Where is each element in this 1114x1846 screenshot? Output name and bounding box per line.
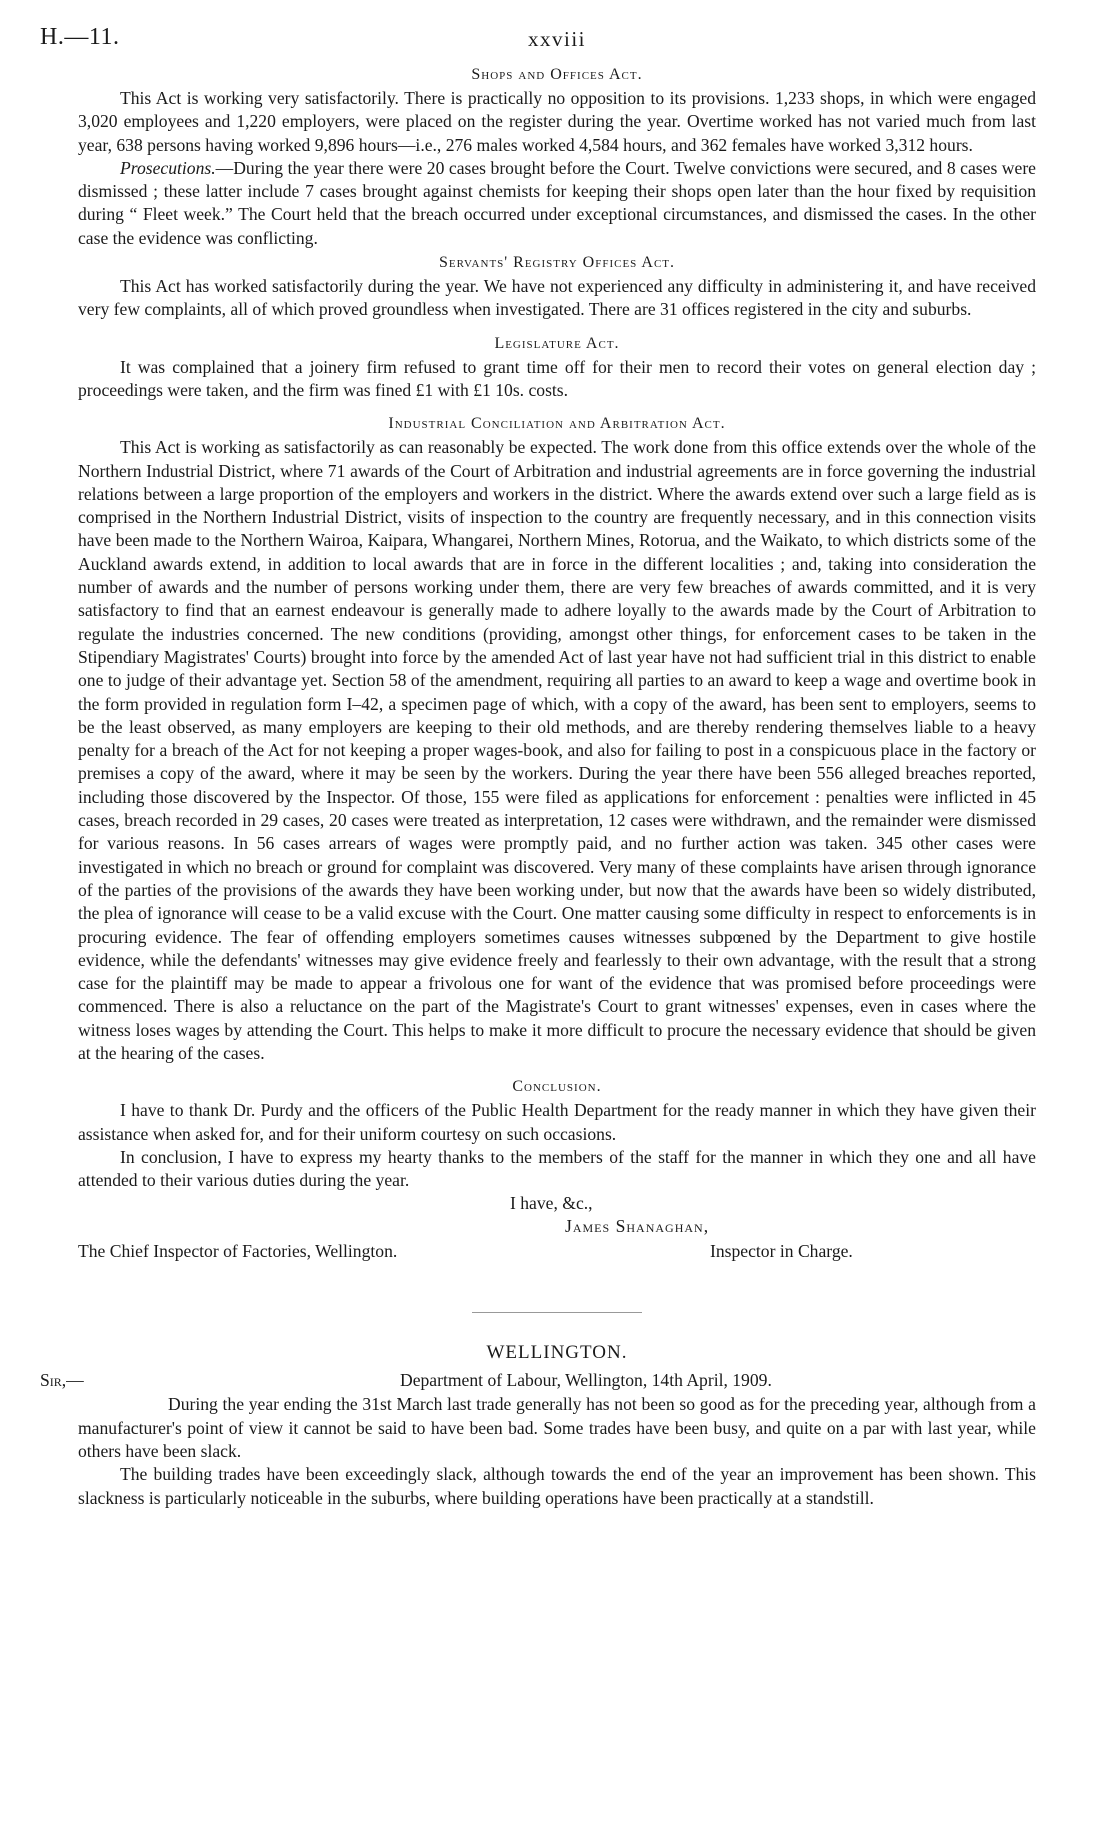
wellington-paragraph-2: The building trades have been exceedingly slack, although towards the end of the year an improvement has been shown. This slackness is particularly noticeable in the suburbs, where building operations have been practically at a standstill. — [78, 1464, 1036, 1508]
addressee: The Chief Inspector of Factories, Wellington. — [78, 1241, 398, 1262]
signatory-name: James Shanaghan, — [565, 1216, 710, 1237]
section-title-industrial: Industrial Conciliation and Arbitration Act. — [388, 415, 726, 433]
servants-registry-section — [78, 250, 1036, 322]
page-number: xxviii — [527, 27, 586, 51]
section-title-wellington: WELLINGTON. — [486, 1342, 628, 1364]
section-title-legislature: Legislature Act. — [494, 334, 620, 352]
prosecutions-label: Prosecutions. — [120, 157, 216, 178]
signatory-title: Inspector in Charge. — [710, 1241, 853, 1262]
shops-paragraph-prosecutions — [78, 157, 1036, 250]
parliamentary-paper-reference: H.—11. — [40, 24, 120, 50]
letter-heading — [40, 1367, 1036, 1393]
section-divider — [472, 1312, 642, 1313]
legislature-section — [78, 331, 1036, 403]
wellington-section — [40, 1339, 1036, 1509]
salutation: Sir,— — [40, 1370, 84, 1391]
conclusion-section — [78, 1074, 1036, 1282]
conclusion-paragraph-1: I have to thank Dr. Purdy and the officers of the Public Health Department for the ready manner in which they have given their assistance when asked for, and for their uniform courtesy on such occasions. — [78, 1100, 1036, 1144]
industrial-paragraph-1: This Act is working as satisfactorily as can reasonably be expected. The work done from this office extends over the whole of the Northern Industrial District, where 71 awards of the Court of Arbitration and industrial agreements are in force governing the industrial relations between a large proportion of the employers and workers in the district. Where the awards extend over such a large field as is comprised in the Northern Industrial District, visits of inspection to the country are frequently necessary, and in this connection visits have been made to the Northern Wairoa, Kaipara, Whangarei, Northern Mines, Rotorua, and the Waikato, to which districts some of the Auckland awards extend, in addition to local awards that are in force in the different localities ; and, taking into consideration the number of awards and the number of persons working under them, there are very few breaches of awards committed, and it is very satisfactory to find that an earnest endeavour is generally made to adhere loyally to the awards made by the Court of Arbitration to regulate the industries concerned. The new conditions (providing, amongst other things, for enforcement cases to be taken in the Stipendiary Magistrates' Courts) brought into force by the amended Act of last year have not had sufficient trial in this district to enable one to judge of their advantage yet. Section 58 of the amendment, requiring all parties to an award to keep a wage and overtime book in the form provided in regulation form I–42, a specimen page of which, with a copy of the award, has been sent to employers, seems to be the least observed, as many employers are keeping to their old methods, and are thereby rendering themselves liable to a heavy penalty for a breach of the Act for not keeping a proper wages-book, and also for failing to post in a conspicuous place in the factory or premises a copy of the award, where it may be seen by the workers. During the year there have been 556 alleged breaches reported, including those discovered by the Inspector. Of those, 155 were filed as applications for enforcement : penalties were inflicted in 45 cases, breach recorded in 29 cases, 20 cases were treated as interpretation, 12 cases were withdrawn, and the remainder were dismissed for various reasons. In 56 cases arrears of wages were promptly paid, and no further action was taken. 345 other cases were investigated in which no breach or ground for complaint was discovered. Very many of these complaints have arisen through ignorance of the parties of the provisions of the awards they have been working under, but now that the awards have been so widely distributed, the plea of ignorance will cease to be a valid excuse with the Court. One matter causing some difficulty in respect to enforcements is in procuring evidence. The fear of offending employers sometimes causes witnesses subpœned by the Department to give hostile evidence, while the defendants' witnesses may give evidence freely and fearlessly to their own advantage, with the result that a strong case for the plaintiff may be made to appear a frivolous one for want of the evidence that was promised before proceedings were commenced. There is also a reluctance on the part of the Magistrate's Court to grant witnesses' expenses, even in cases where the witness loses wages by attending the Court. This helps to make it more difficult to procure the necessary evidence that should be given at the hearing of the cases. — [78, 437, 1036, 1063]
legislature-paragraph-1: It was complained that a joinery firm refused to grant time off for their men to record their votes on general election day ; proceedings were taken, and the firm was fined £1 with £1 10s. costs. — [78, 356, 1036, 400]
shops-and-offices-section — [78, 62, 1036, 250]
prosecutions-text: —During the year there were 20 cases brought before the Court. Twelve convictions were secured, and 8 cases were dismissed ; these latter include 7 cases brought against chemists for keeping their shops open later than the hour fixed by requisition during “ Fleet week.” The Court held that the breach occurred under exceptional circumstances, and dismissed the cases. In the other case the evidence was conflicting. — [78, 157, 1036, 248]
section-title-servants: Servants' Registry Offices Act. — [438, 254, 676, 272]
industrial-conciliation-section — [78, 411, 1036, 1065]
conclusion-paragraph-2: In conclusion, I have to express my hearty thanks to the members of the staff for the manner in which they one and all have attended to their various duties during the year. — [78, 1146, 1036, 1191]
servants-paragraph-1: This Act has worked satisfactorily during the year. We have not experienced any difficulty in administering it, and have received very few complaints, all of which proved groundless when investigated. There are 31 offices registered in the city and suburbs. — [78, 276, 1036, 320]
page-header — [40, 22, 1036, 62]
section-title-conclusion: Conclusion. — [512, 1078, 602, 1096]
closing-line: I have, &c., — [510, 1193, 593, 1214]
dateline: Department of Labour, Wellington, 14th April, 1909. — [400, 1370, 772, 1391]
section-title-shops: Shops and Offices Act. — [471, 66, 643, 83]
shops-paragraph-1: This Act is working very satisfactorily. There is practically no opposition to its provisions. 1,233 shops, in which were engaged 3,020 employees and 1,220 employers, were placed on the register during the year. Overtime worked has not varied much from last year, 638 persons having worked 9,896 hours—i.e., 276 males worked 4,584 hours, and 362 females have worked 3,312 hours. — [78, 88, 1036, 155]
wellington-paragraph-1: During the year ending the 31st March last trade generally has not been so good as for the preceding year, although from a manufacturer's point of view it cannot be said to have been bad. Some trades have been busy, and quite on a par with last year, while others have been slack. — [78, 1394, 1036, 1462]
signature-block — [78, 1192, 1036, 1282]
